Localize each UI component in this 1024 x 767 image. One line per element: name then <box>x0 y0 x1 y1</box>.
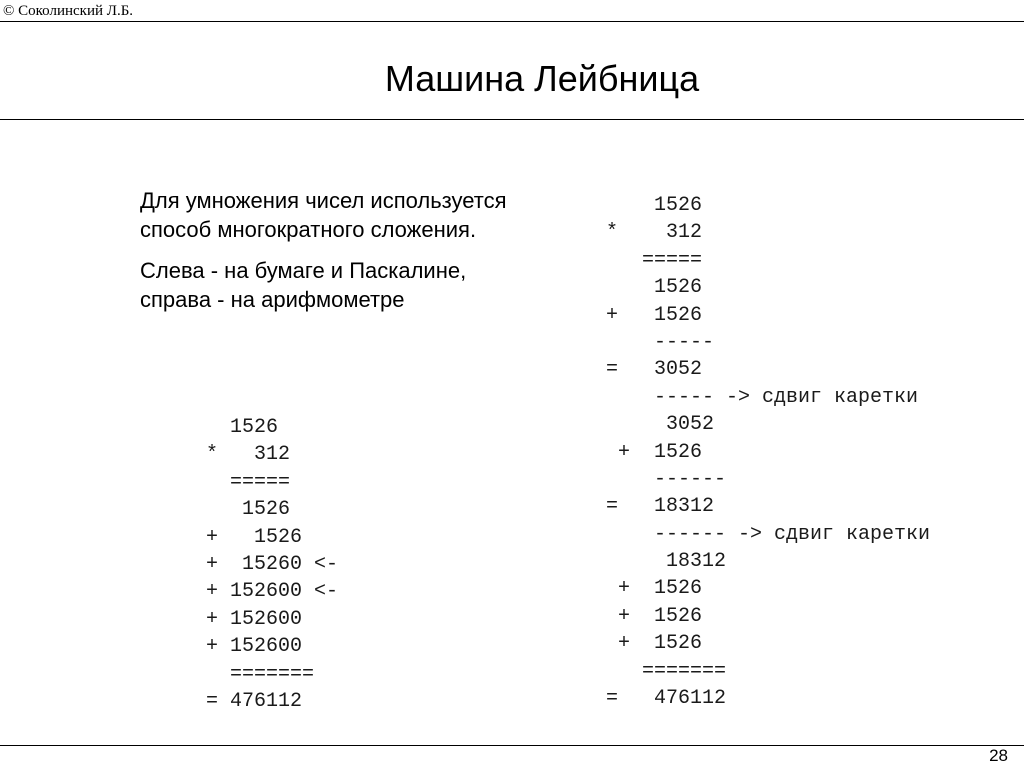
calc-line: ===== <box>206 470 291 494</box>
calc-line: + 1526 <box>606 577 703 601</box>
copyright-notice: © Соколинский Л.Б. <box>3 3 134 19</box>
calc-line: = 3052 <box>606 358 703 382</box>
intro-line: Слева - на бумаге и Паскалине, <box>140 258 467 283</box>
calc-line: + 152600 <- <box>206 580 339 604</box>
calc-line: + 152600 <box>206 607 303 631</box>
intro-paragraph-2 <box>140 256 590 314</box>
calc-line: + 1526 <box>606 604 703 628</box>
footer-divider <box>0 745 1024 746</box>
calc-line: ----- -> сдвиг каретки <box>606 385 919 409</box>
title-divider <box>0 119 1024 120</box>
calc-line: 1526 <box>606 276 703 300</box>
calc-line: 1526 <box>206 498 291 522</box>
paper-calculation <box>206 414 338 715</box>
calc-line: 1526 <box>206 416 279 439</box>
calc-line: ======= <box>206 662 315 686</box>
calc-line: 1526 <box>606 194 703 217</box>
header-divider <box>0 21 1024 22</box>
calc-line: * 312 <box>606 221 703 245</box>
calc-line: 3052 <box>606 413 715 437</box>
calc-line: ===== <box>606 248 703 272</box>
calc-line: * 312 <box>206 443 291 467</box>
calc-line: ------ -> сдвиг каретки <box>606 522 931 546</box>
intro-line: справа - на арифмометре <box>140 287 405 312</box>
calc-line: + 1526 <box>206 525 303 549</box>
arithmometer-calculation <box>606 192 930 712</box>
page-number: 28 <box>989 746 1008 765</box>
calc-line: = 18312 <box>606 495 715 519</box>
intro-text <box>140 186 590 326</box>
intro-paragraph-1 <box>140 186 590 244</box>
calc-line: + 1526 <box>606 440 703 464</box>
calc-line: + 1526 <box>606 632 703 656</box>
calc-line: ======= <box>606 659 727 683</box>
calc-line: ----- <box>606 330 715 354</box>
calc-line: + 1526 <box>606 303 703 327</box>
calc-line: + 152600 <box>206 635 303 659</box>
calc-line: = 476112 <box>206 689 303 713</box>
calc-line: 18312 <box>606 550 727 574</box>
intro-line: способ многократного сложения. <box>140 217 477 242</box>
calc-line: + 15260 <- <box>206 552 339 576</box>
slide-title: Машина Лейбница <box>384 58 700 99</box>
intro-line: Для умножения чисел используется <box>140 188 507 213</box>
calc-line: ------ <box>606 467 727 491</box>
calc-line: = 476112 <box>606 687 727 711</box>
